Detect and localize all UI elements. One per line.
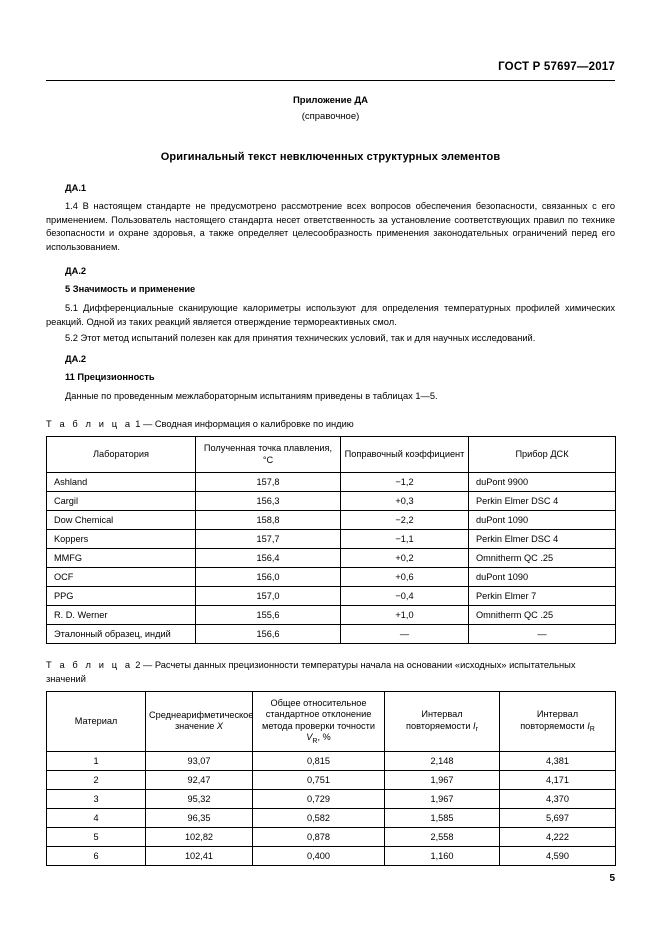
table-calibration-indium: [46, 436, 616, 644]
table2-col5-line2: повторяемости: [520, 720, 585, 731]
table-cell: −1,2: [341, 473, 469, 492]
table-cell: —: [469, 625, 616, 644]
table-cell: 1,160: [385, 846, 500, 865]
table2-caption-text: — Расчеты данных прецизионности температуры начала на основании «исходных» испытательных значений: [46, 660, 576, 684]
annex-title: Приложение ДА: [292, 95, 369, 106]
table-cell: duPont 1090: [469, 511, 616, 530]
table-cell: Koppers: [47, 530, 196, 549]
table1-col-header-laboratory: Лаборатория: [47, 437, 196, 473]
table-row: [47, 530, 616, 549]
table-cell: 1,967: [385, 770, 500, 789]
table-cell: 0,815: [253, 751, 385, 770]
table-cell: Omnitherm QC .25: [469, 549, 616, 568]
table1-header-row: [47, 437, 616, 473]
table-row: [47, 568, 616, 587]
clause-label-da2-first: ДА.2: [65, 266, 87, 277]
table2-caption-number: 2: [135, 660, 141, 671]
table1-caption-label: Т а б л и ц а: [46, 418, 133, 429]
table-cell: 2: [47, 770, 146, 789]
document-content: [46, 182, 615, 866]
table-row: [47, 549, 616, 568]
table-row: [47, 473, 616, 492]
table-cell: MMFG: [47, 549, 196, 568]
table-cell: 93,07: [146, 751, 253, 770]
table2-col-header-mean-value: [146, 691, 253, 751]
header-rule-divider: [46, 80, 615, 81]
clause-label-da2-second: ДА.2: [65, 354, 87, 365]
table-cell: 0,751: [253, 770, 385, 789]
table2-col3-line2: стандартное отклонение: [265, 709, 372, 720]
table-cell: 3: [47, 789, 146, 808]
table-cell: Omnitherm QC .25: [469, 606, 616, 625]
paragraph-5-2: 5.2 Этот метод испытаний полезен как для принятия технических условий, так и для научных исследований.: [65, 332, 536, 343]
table2-col4-subscript: r: [475, 726, 478, 734]
table-row: [47, 751, 616, 770]
table2-col3-tail: , %: [317, 732, 331, 743]
table-cell: duPont 1090: [469, 568, 616, 587]
table-cell: 5,697: [500, 808, 616, 827]
table-cell: 4,590: [500, 846, 616, 865]
table2-col3-subscript: R: [312, 737, 318, 745]
table-cell: +0,3: [341, 492, 469, 511]
table-cell: +0,2: [341, 549, 469, 568]
annex-heading-block: [46, 93, 615, 125]
paragraph-5-1: 5.1 Дифференциальные сканирующие калориметры используют для определения температурных профилей химических реакций. Одной из таких реакций является отверждение термореактивных смол.: [46, 303, 615, 327]
table-cell: 156,3: [196, 492, 341, 511]
table-cell: 4,381: [500, 751, 616, 770]
table2-col5-symbol: I: [587, 720, 590, 731]
table1-caption-text: — Сводная информация о калибровке по индию: [142, 418, 354, 429]
table1-col-header-dsc-instrument: Прибор ДСК: [469, 437, 616, 473]
page-number: 5: [609, 873, 615, 884]
table-row: [47, 492, 616, 511]
table-cell: 92,47: [146, 770, 253, 789]
table-cell: 157,8: [196, 473, 341, 492]
table2-body: [47, 751, 616, 865]
table-row: [47, 789, 616, 808]
table2-col4-symbol: I: [473, 720, 476, 731]
table-cell: 102,41: [146, 846, 253, 865]
table-cell: duPont 9900: [469, 473, 616, 492]
table-cell: 157,7: [196, 530, 341, 549]
spacer: [46, 644, 615, 653]
table-cell: Perkin Elmer DSC 4: [469, 530, 616, 549]
table2-col4-line1: Интервал: [421, 709, 463, 720]
table2-col2-line2: значение: [174, 721, 215, 732]
table2-col2-line1: Среднеарифметическое: [149, 709, 254, 720]
table-cell: 158,8: [196, 511, 341, 530]
table-cell: 2,148: [385, 751, 500, 770]
table-cell: Perkin Elmer DSC 4: [469, 492, 616, 511]
table-cell: 156,4: [196, 549, 341, 568]
table-cell: Perkin Elmer 7: [469, 587, 616, 606]
table1-caption-number: 1: [135, 418, 141, 429]
table-cell: 157,0: [196, 587, 341, 606]
annex-subtitle: (справочное): [301, 111, 360, 122]
table2-col5-line1: Интервал: [536, 709, 579, 720]
table-row: [47, 511, 616, 530]
table-cell: Ashland: [47, 473, 196, 492]
table2-caption-label: Т а б л и ц а: [46, 660, 133, 671]
table2-col4-line2: повторяемости: [406, 720, 471, 731]
table2-col5-subscript: R: [589, 726, 595, 734]
table-cell: 4,171: [500, 770, 616, 789]
table2-caption: [46, 659, 615, 686]
heading-5: 5 Значимость и применение: [65, 284, 196, 295]
table2-col-header-repeatability-R: [500, 691, 616, 751]
paragraph-1-4: 1.4 В настоящем стандарте не предусмотрено рассмотрение всех вопросов обеспечения безопасности, связанных с его применением. Пользователь настоящего стандарта несет ответственность за установление соответствующих правил по технике безопасности и охране здоровья, а также определяет целесообразность применения законодательных ограничений перед его использованием.: [46, 201, 615, 252]
table-cell: 1,585: [385, 808, 500, 827]
table2-header: [47, 691, 616, 751]
table-cell: 2,558: [385, 827, 500, 846]
table2-header-row: [47, 691, 616, 751]
table-cell: Эталонный образец, индий: [47, 625, 196, 644]
table-row: [47, 587, 616, 606]
table-cell: 6: [47, 846, 146, 865]
page-title: Оригинальный текст невключенных структурных элементов: [160, 151, 501, 163]
table-cell: 102,82: [146, 827, 253, 846]
table2-col3-line3: метода проверки точности: [262, 720, 375, 731]
paragraph-11: Данные по проведенным межлабораторным испытаниям приведены в таблицах 1—5.: [65, 391, 438, 402]
standard-code-header: ГОСТ Р 57697—2017: [498, 61, 615, 73]
table1-col-header-correction-factor: Поправочный коэффициент: [341, 437, 469, 473]
table-row: [47, 808, 616, 827]
table-row: [47, 770, 616, 789]
table-cell: Cargil: [47, 492, 196, 511]
table1-col-header-melting-point: Полученная точка плавления, °С: [196, 437, 341, 473]
table2-col2-symbol: X: [216, 721, 224, 732]
table2-col-header-relative-stddev: [253, 691, 385, 751]
table-row: [47, 846, 616, 865]
table1-body: [47, 473, 616, 644]
table-cell: Dow Chemical: [47, 511, 196, 530]
table-cell: —: [341, 625, 469, 644]
table-cell: 0,400: [253, 846, 385, 865]
table-row: [47, 827, 616, 846]
table1-caption: [46, 418, 615, 431]
table-cell: 4,370: [500, 789, 616, 808]
table-row: [47, 625, 616, 644]
table2-col-header-material: Материал: [47, 691, 146, 751]
table2-col-header-repeatability-r: [385, 691, 500, 751]
table-cell: 0,729: [253, 789, 385, 808]
table-cell: 156,6: [196, 625, 341, 644]
table-cell: +1,0: [341, 606, 469, 625]
table-cell: 156,0: [196, 568, 341, 587]
table1-header: [47, 437, 616, 473]
table-cell: PPG: [47, 587, 196, 606]
table-cell: OCF: [47, 568, 196, 587]
clause-label-da1: ДА.1: [65, 183, 87, 193]
table2-col3-symbol: V: [306, 732, 313, 743]
table-cell: 95,32: [146, 789, 253, 808]
heading-11: 11 Прецизионность: [65, 372, 155, 383]
table-cell: 1: [47, 751, 146, 770]
table-cell: 4: [47, 808, 146, 827]
table-row: [47, 606, 616, 625]
spacer: [46, 409, 615, 418]
table2-col3-line1: Общее относительное: [270, 697, 367, 708]
table-cell: −0,4: [341, 587, 469, 606]
table-cell: +0,6: [341, 568, 469, 587]
table-cell: −2,2: [341, 511, 469, 530]
table-cell: 96,35: [146, 808, 253, 827]
table-cell: 5: [47, 827, 146, 846]
table-onset-precision: [46, 691, 616, 866]
table-cell: R. D. Werner: [47, 606, 196, 625]
table-cell: 0,582: [253, 808, 385, 827]
table-cell: 0,878: [253, 827, 385, 846]
table-cell: 1,967: [385, 789, 500, 808]
table-cell: −1,1: [341, 530, 469, 549]
table-cell: 155,6: [196, 606, 341, 625]
table-cell: 4,222: [500, 827, 616, 846]
